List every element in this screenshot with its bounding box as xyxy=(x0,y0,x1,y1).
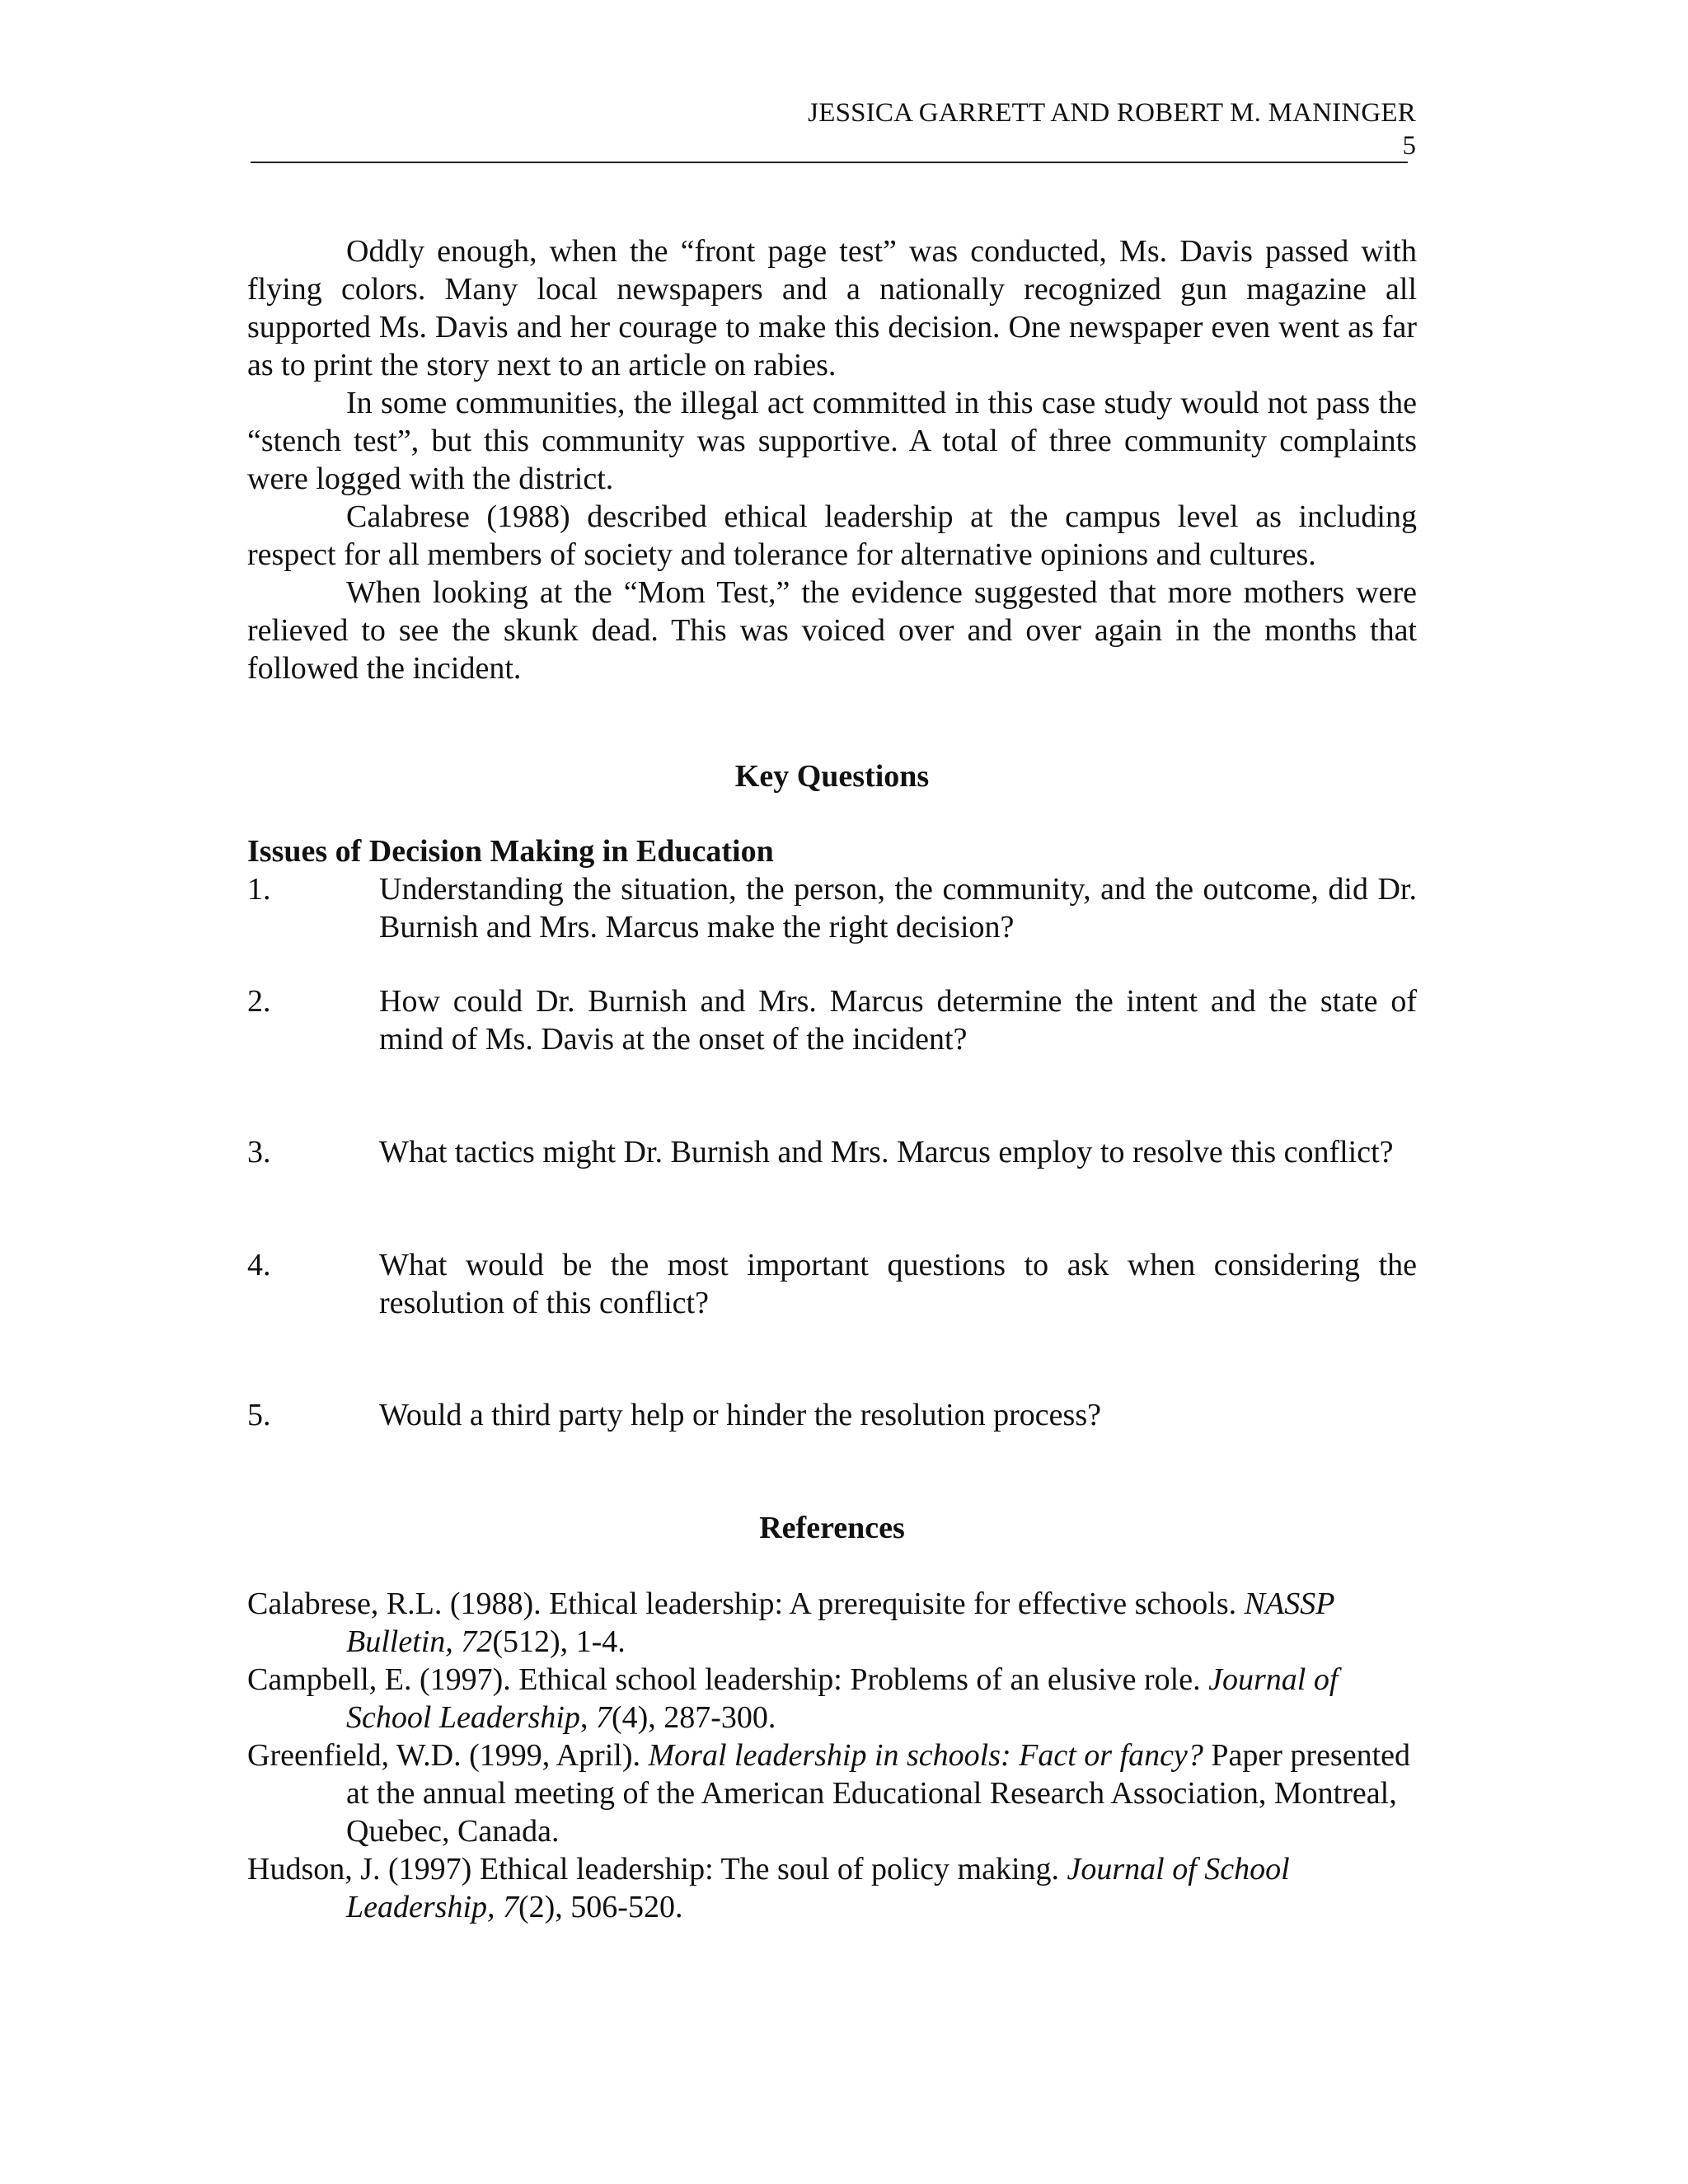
question-text: What tactics might Dr. Burnish and Mrs. Marcus employ to resolve this conflict? xyxy=(379,1135,1394,1169)
reference-paper-title: Moral leadership in schools: Fact or fancy? xyxy=(648,1738,1203,1773)
reference-text: , xyxy=(579,1700,596,1735)
paragraph-mom-test: When looking at the “Mom Test,” the evidence suggested that more mothers were relieved to see the skunk dead. This was voiced over and over again in the months that followed the incident. xyxy=(247,575,1417,686)
question-number: 4. xyxy=(247,1248,271,1282)
reference-volume: 7 xyxy=(595,1700,612,1735)
question-text: Would a third party help or hinder the resolution process? xyxy=(379,1398,1101,1432)
question-text: Understanding the situation, the person, the community, and the outcome, did Dr. Burnish and Mrs. Marcus make the right decision? xyxy=(379,872,1417,944)
decision-making-subheading: Issues of Decision Making in Education xyxy=(247,834,774,869)
reference-text: Greenfield, W.D. (1999, April). xyxy=(247,1738,649,1773)
reference-text: (2), 506-520. xyxy=(518,1890,683,1924)
reference-entry-greenfield xyxy=(247,1736,1417,1850)
reference-journal-title: Journal of School Leadership xyxy=(346,1662,1339,1735)
reference-journal-title: NASSP Bulletin, 72 xyxy=(346,1586,1334,1659)
question-number: 2. xyxy=(247,984,271,1019)
question-text: What would be the most important questions to ask when considering the resolution of this conflict? xyxy=(379,1248,1417,1320)
key-questions-heading: Key Questions xyxy=(734,759,930,794)
paragraph-calabrese: Calabrese (1988) described ethical leadership at the campus level as including respect for all members of society and tolerance for alternative opinions and cultures. xyxy=(247,499,1417,572)
reference-text: Calabrese, R.L. (1988). Ethical leadership: A prerequisite for effective schools. xyxy=(247,1586,1245,1621)
references-heading: References xyxy=(759,1511,905,1545)
running-header-authors: JESSICA GARRETT AND ROBERT M. MANINGER xyxy=(808,98,1416,128)
paragraph-stench-test: In some communities, the illegal act committed in this case study would not pass the “stench test”, but this community was supportive. A total of three community complaints were logged with the district. xyxy=(247,386,1417,496)
paragraph-front-page-test: Oddly enough, when the “front page test” was conducted, Ms. Davis passed with flying colors. Many local newspapers and a nationally recognized gun magazine all supported Ms. Davis and her courage to make this decision. One newspaper even went as far as to print the story next to an article on rabies. xyxy=(247,234,1417,382)
reference-entry-campbell xyxy=(247,1661,1417,1736)
reference-entry-hudson xyxy=(247,1850,1417,1926)
body-text xyxy=(247,232,1417,687)
reference-text: Hudson, J. (1997) Ethical leadership: The soul of policy making. xyxy=(247,1852,1067,1886)
question-item xyxy=(247,870,1417,946)
page-number: 5 xyxy=(1402,131,1416,161)
reference-text: (4), 287-300. xyxy=(611,1700,776,1735)
question-number: 5. xyxy=(247,1398,271,1432)
question-item xyxy=(247,1133,1417,1171)
header-rule xyxy=(251,162,1408,163)
question-text: How could Dr. Burnish and Mrs. Marcus determine the intent and the state of mind of Ms. Davis at the onset of the incident? xyxy=(379,984,1417,1057)
reference-journal-title: Journal of School Leadership, 7 xyxy=(346,1852,1290,1924)
reference-text: Campbell, E. (1997). Ethical school leadership: Problems of an elusive role. xyxy=(247,1662,1209,1697)
question-item xyxy=(247,1396,1417,1434)
question-number: 3. xyxy=(247,1135,271,1169)
question-item xyxy=(247,982,1417,1058)
reference-list xyxy=(247,1585,1417,1926)
reference-text: (512), 1-4. xyxy=(492,1624,626,1659)
reference-entry-calabrese xyxy=(247,1585,1417,1661)
reference-text: Paper presented at the annual meeting of the American Educational Research Association, Montreal, Quebec, Canada. xyxy=(346,1738,1411,1849)
question-item xyxy=(247,1246,1417,1322)
question-number: 1. xyxy=(247,872,271,907)
